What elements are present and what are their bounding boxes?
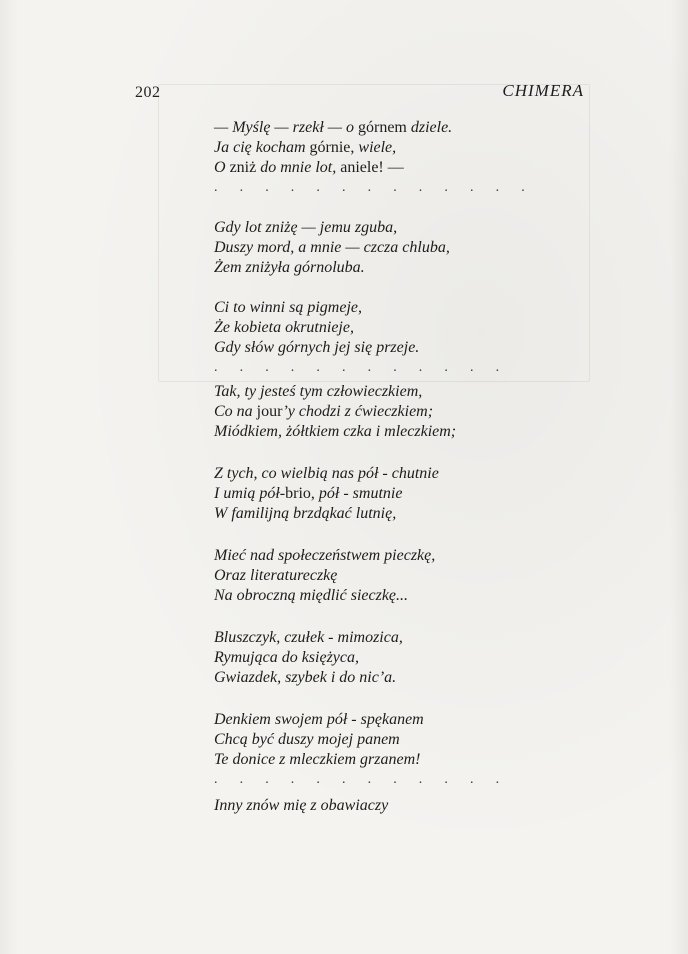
verse-line: Ci to winni są pigmeje, [214,299,362,316]
ellipsis-divider: . . . . . . . . . . . . [214,772,509,787]
verse-line: Denkiem swojem pół - spękanem [214,711,424,728]
verse-line [214,484,594,504]
upright-segment: aniele! — [340,159,404,176]
verse-line: Że kobieta okrutnieje, [214,319,354,336]
verse-line: Bluszczyk, czułek - mimozica, [214,629,403,646]
italic-segment: dziele. [406,119,453,136]
stanza-gap [214,606,594,628]
italic-segment: O [214,159,230,176]
verse-line: Tak, ty jesteś tym człowieczkiem, [214,383,423,400]
stanza-gap [214,278,594,298]
verse-line: W familijną brzdąkać lutnię, [214,505,397,522]
running-head: CHIMERA [502,81,584,100]
verse-line: Z tych, co wielbią nas pół - chutnie [214,465,439,482]
italic-segment: — Myślę — rzekł — o [214,119,358,136]
verse-line [214,402,594,422]
upright-segment: zniż [229,159,257,176]
verse-line: Gdy lot zniżę — jemu zguba, [214,219,398,236]
verse-line: Rymująca do księżyca, [214,649,359,666]
ellipsis-divider: . . . . . . . . . . . . . [214,180,534,195]
verse-line: Te donice z mleczkiem grzanem! [214,751,421,768]
italic-segment: ’y chodzi z ćwieczkiem; [282,403,434,420]
italic-segment: Ja cię kocham [214,139,310,156]
verse-line: Inny znów mię z obawiaczy [214,797,389,814]
italic-segment: wiele, [354,139,397,156]
poem-body [214,118,594,816]
verse-line [214,138,594,158]
verse-line: Mieć nad społeczeństwem pieczkę, [214,547,436,564]
verse-line: Duszy mord, a mnie — czcza chluba, [214,239,450,256]
stanza-gap [214,198,594,218]
upright-segment: górnem [357,119,407,136]
stanza-gap [214,688,594,710]
verse-line [214,158,594,178]
verse-line: Chcą być duszy mojej panem [214,731,400,748]
verse-line: Na obroczną międlić sieczkę... [214,587,409,604]
verse-line: Gwiazdek, szybek i do nic’a. [214,669,397,686]
verse-line: Miódkiem, żółtkiem czka i mleczkiem; [214,423,457,440]
italic-segment: Co na [214,403,257,420]
verse-line: Żem zniżyła górnoluba. [214,259,365,276]
page-number: 202 [135,84,161,101]
italic-segment: pół - smutnie [314,485,403,502]
italic-segment: I umią pół- [214,485,286,502]
verse-line [214,118,594,138]
italic-segment: do mnie lot, [256,159,341,176]
verse-line: Gdy słów górnych jej się przeje. [214,339,420,356]
upright-segment: brio, [285,485,315,502]
stanza-gap [214,524,594,546]
stanza-gap [214,442,594,464]
ellipsis-divider: . . . . . . . . . . . . [214,360,509,375]
verse-line: Oraz literatureczkę [214,567,338,584]
upright-segment: górnie, [309,139,355,156]
upright-segment: jour [256,403,283,420]
